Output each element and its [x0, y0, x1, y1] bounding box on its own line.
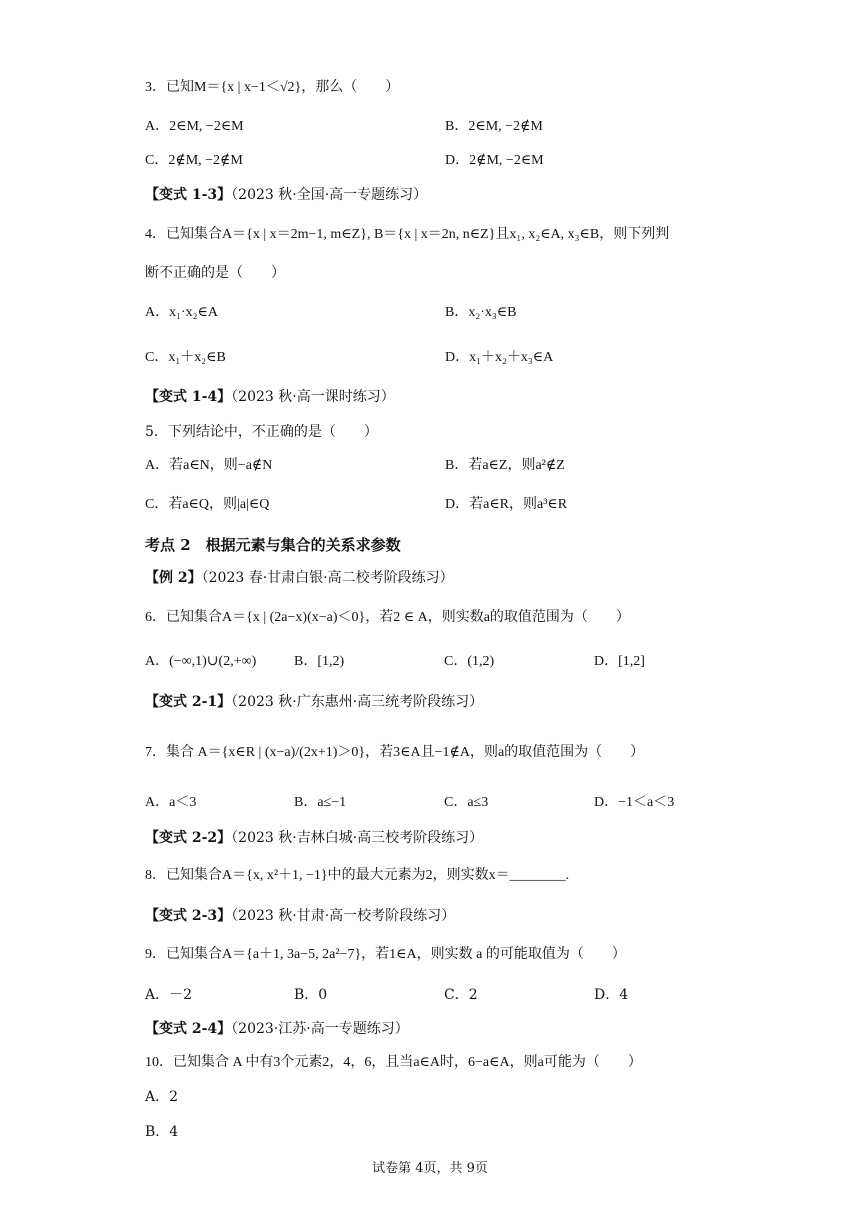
variant-1-4-heading: [145, 387, 395, 407]
q10-option-a: A．2: [145, 1089, 179, 1105]
variant-tag: 【变式 2-3】: [145, 908, 232, 924]
q4-stem-line2: 断不正确的是（ ）: [145, 265, 285, 281]
q5-option-c: C．若a∈Q，则|a|∈Q: [145, 497, 270, 512]
q9-option-c: C．2: [444, 987, 478, 1003]
q7-option-b: B．a≤−1: [294, 795, 347, 810]
q3-option-b: B．2∈M, −2∉M: [445, 119, 543, 134]
q4-option-a: A．x₁·x₂∈A: [145, 305, 219, 320]
page-footer: 试卷第 4页，共 9页: [372, 1161, 488, 1176]
variant-2-3-heading: [145, 906, 455, 926]
variant-tag: 【变式 2-2】: [145, 830, 232, 846]
q7-option-c: C．a≤3: [444, 795, 489, 810]
q7-option-a: A．a＜3: [145, 795, 197, 810]
variant-source: （2023 秋·吉林白城·高三校考阶段练习）: [231, 830, 484, 846]
q3-option-c: C．2∉M, −2∉M: [145, 153, 243, 168]
q8-stem: 8．已知集合A＝{x, x²＋1, −1}中的最大元素为2，则实数x＝________.: [145, 868, 570, 883]
variant-tag: 【变式 2-4】: [145, 1021, 232, 1037]
q6-stem: 6．已知集合A＝{x | (2a−x)(x−a)＜0}，若2 ∈ A，则实数a的取值范围为（ ）: [145, 610, 630, 625]
q4-stem-line1: 4．已知集合A＝{x | x＝2m−1, m∈Z}, B＝{x | x＝2n, n∈Z}且x₁, x₂∈A, x₃∈B，则下列判: [145, 227, 670, 242]
variant-source: （2023 秋·甘肃·高一校考阶段练习）: [231, 908, 456, 924]
q6-option-b: B．[1,2): [294, 654, 345, 669]
q6-option-d: D．[1,2]: [594, 654, 645, 669]
q3-option-d: D．2∉M, −2∈M: [445, 153, 544, 168]
q6-option-c: C．(1,2): [444, 654, 495, 669]
variant-source: （2023 秋·广东惠州·高三统考阶段练习）: [231, 694, 484, 710]
q4-option-b: B．x₂·x₃∈B: [445, 305, 517, 320]
q4-option-c: C．x₁＋x₂∈B: [145, 350, 226, 365]
variant-2-4-heading: [145, 1019, 409, 1039]
variant-source: （2023 秋·全国·高一专题练习）: [231, 187, 428, 203]
q4-option-d: D．x₁＋x₂＋x₃∈A: [445, 350, 554, 365]
q5-option-b: B．若a∈Z，则a²∉Z: [445, 458, 565, 473]
variant-2-1-heading: [145, 692, 483, 712]
example-tag: 【例 2】: [145, 570, 202, 586]
q3-stem: 3．已知M＝{x | x−1＜√2}，那么（ ）: [145, 80, 400, 95]
example-source: （2023 春·甘肃白银·高二校考阶段练习）: [201, 570, 454, 586]
variant-tag: 【变式 2-1】: [145, 694, 232, 710]
q7-stem: 7．集合 A＝{x∈R | (x−a)/(2x+1)＞0}，若3∈A且−1∉A，则a的取值范围为（ ）: [145, 745, 645, 760]
q10-option-b: B．4: [145, 1124, 179, 1140]
variant-1-3-heading: [145, 185, 427, 205]
variant-source: （2023·江苏·高一专题练习）: [231, 1021, 409, 1037]
variant-tag: 【变式 1-4】: [145, 389, 232, 405]
q9-option-a: A．－2: [145, 987, 193, 1003]
variant-tag: 【变式 1-3】: [145, 187, 232, 203]
section-title: 考点 2 根据元素与集合的关系求参数: [145, 536, 401, 554]
q5-stem: 5．下列结论中，不正确的是（ ）: [145, 424, 378, 440]
q5-option-d: D．若a∈R，则a³∈R: [445, 497, 568, 512]
q9-option-b: B．0: [294, 987, 328, 1003]
q3-option-a: A．2∈M, −2∈M: [145, 119, 244, 134]
q9-option-d: D．4: [594, 987, 629, 1003]
q6-option-a: A．(−∞,1)∪(2,+∞): [145, 654, 257, 669]
q7-option-d: D．−1＜a＜3: [594, 795, 675, 810]
q5-option-a: A．若a∈N，则−a∉N: [145, 458, 273, 473]
q10-stem: 10．已知集合 A 中有3个元素2，4，6，且当a∈A时，6−a∈A，则a可能为（ ）: [145, 1055, 642, 1070]
variant-source: （2023 秋·高一课时练习）: [231, 389, 395, 405]
q9-stem: 9．已知集合A＝{a＋1, 3a−5, 2a²−7}，若1∈A，则实数 a 的可能取值为（ ）: [145, 947, 626, 962]
example-2-heading: [145, 568, 454, 588]
variant-2-2-heading: [145, 828, 483, 848]
